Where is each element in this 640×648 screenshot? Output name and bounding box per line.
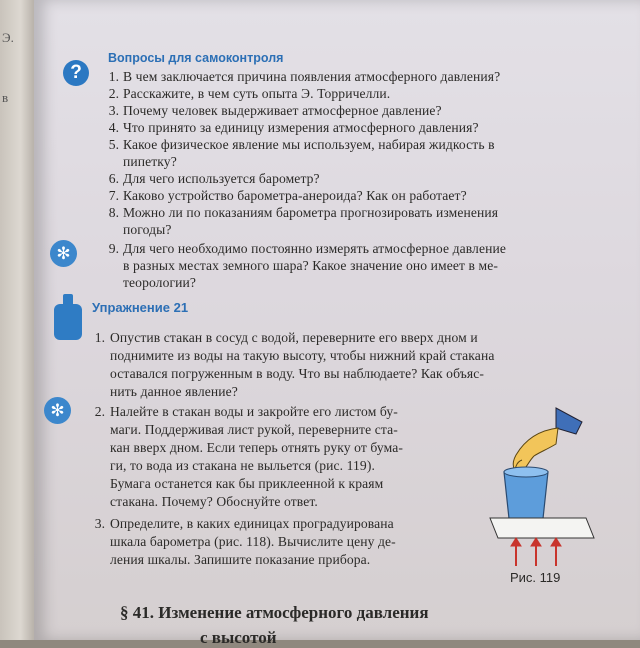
question-number: 6.: [108, 171, 119, 186]
question-number: 7.: [108, 188, 119, 203]
exercise-text: ления шкалы. Запишите показание прибора.: [110, 552, 371, 567]
question-number: 9.: [108, 241, 119, 256]
exercise-text: Бумага останется как бы приклеенной к краям: [110, 476, 384, 491]
exercise-text: Опустив стакан в сосуд с водой, переверните его вверх дном и: [110, 330, 478, 345]
exercise-text: поднимите из воды на такую высоту, чтобы нижний край стакана: [110, 348, 495, 363]
exercise-text: шкала барометра (рис. 118). Вычислите цену де-: [110, 534, 396, 549]
question-text: теорологии?: [123, 275, 197, 290]
exercise-text: стакана. Почему? Обоснуйте ответ.: [110, 494, 318, 509]
question-text: Что принято за единицу измерения атмосферного давления?: [123, 120, 479, 135]
exercise-text: Налейте в стакан воды и закройте его листом бу-: [110, 404, 398, 419]
exercise-number: 2.: [94, 404, 105, 419]
section-heading: § 41. Изменение атмосферного давления: [120, 603, 429, 622]
hand-illustration: [513, 408, 582, 474]
question-text: Каково устройство барометра-анероида? Как он работает?: [123, 188, 467, 203]
exercise-text: Определите, в каких единицах проградуирована: [110, 516, 394, 531]
exercise-title: Упражнение 21: [92, 300, 189, 315]
left-page-fragment: Э.: [2, 30, 14, 45]
question-number: 2.: [108, 86, 119, 101]
snowflake-icon: ✻: [44, 397, 71, 424]
question-text: пипетку?: [123, 154, 177, 169]
exercise-text: нить данное явление?: [110, 384, 238, 399]
section-heading-continued: с высотой: [200, 628, 277, 647]
question-number: 8.: [108, 205, 119, 220]
question-number: 1.: [108, 69, 119, 84]
questions-title: Вопросы для самоконтроля: [108, 51, 284, 65]
question-text: Почему человек выдерживает атмосферное давление?: [123, 103, 442, 118]
pressure-arrows: [511, 538, 561, 566]
figure-caption: Рис. 119: [510, 570, 561, 585]
question-text: Какое физическое явление мы используем, набирая жидкость в: [123, 137, 495, 152]
question-number: 5.: [108, 137, 119, 152]
question-text: в разных местах земного шара? Какое значение оно имеет в ме-: [123, 258, 498, 273]
exercise-number: 3.: [94, 516, 105, 531]
bottle-icon: [54, 304, 82, 340]
question-mark-icon: ?: [63, 60, 89, 86]
paper-sheet: [490, 518, 594, 538]
exercise-text: ги, то вода из стакана не выльется (рис. 119).: [110, 458, 375, 473]
exercise-text: маги. Поддерживая лист рукой, переверните ста-: [110, 422, 398, 437]
left-page-fragment: в: [2, 90, 9, 105]
snowflake-icon: ✻: [50, 240, 77, 267]
figure-119-illustration: [486, 400, 596, 570]
left-page-edge: [0, 0, 34, 640]
exercise-number: 1.: [94, 330, 105, 345]
question-text: Для чего необходимо постоянно измерять атмосферное давление: [123, 241, 506, 256]
exercise-text: кан вверх дном. Если теперь отнять руку от бума-: [110, 440, 403, 455]
question-number: 3.: [108, 103, 119, 118]
question-number: 4.: [108, 120, 119, 135]
question-text: Можно ли по показаниям барометра прогнозировать изменения: [123, 205, 499, 220]
question-text: В чем заключается причина появления атмосферного давления?: [123, 69, 501, 84]
question-text: погоды?: [123, 222, 172, 237]
question-text: Расскажите, в чем суть опыта Э. Торричелли.: [123, 86, 391, 101]
question-text: Для чего используется барометр?: [123, 171, 320, 186]
exercise-text: оставался погруженным в воду. Что вы наблюдаете? Как объяс-: [110, 366, 484, 381]
